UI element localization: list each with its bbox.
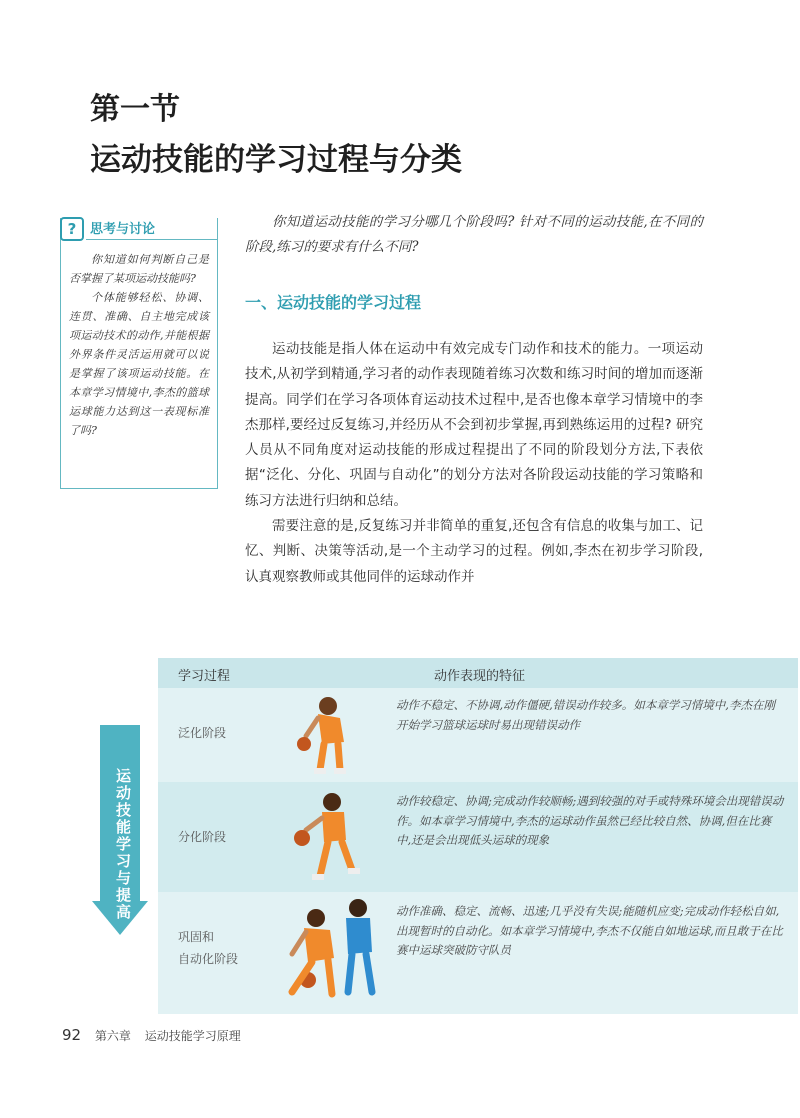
table-row bbox=[158, 688, 798, 782]
body-paragraph-1: 运动技能是指人体在运动中有效完成专门动作和技术的能力。一项运动技术,从初学到精通,学习者的动作表现随着练习次数和练习时间的增加而逐渐提高。同学们在学习各项体育运动技术过程中,是否也像本章学习情境中的李杰那样,要经过反复练习,并经历从不会到初步掌握,再到熟练运用的过程? 研究人员从不同角度对运动技能的形成过程提出了不同的阶段划分方法,下表依据“泛化、分化、巩固与自动化”的划分方法对各阶段运动技能的学习策略和练习方法进行归纳和总结。 bbox=[245, 341, 703, 509]
stage-name bbox=[178, 926, 238, 970]
stage-name-line-1: 巩固和 bbox=[178, 930, 215, 944]
body-text bbox=[245, 337, 703, 590]
arrow-label: 运动技能学习与提高 bbox=[114, 768, 132, 921]
stage-description: 动作较稳定、协调;完成动作较顺畅;遇到较强的对手或特殊环境会出现错误动作。如本章学习情境中,李杰的运球动作虽然已经比较自然、协调,但在比赛中,还是会出现低头运球的现象 bbox=[396, 794, 784, 847]
question-icon: ? bbox=[60, 217, 84, 241]
header-rule bbox=[86, 239, 218, 240]
table-row bbox=[158, 892, 798, 1014]
players-illustration bbox=[278, 896, 388, 1006]
stage-name-line-2: 自动化阶段 bbox=[178, 952, 239, 966]
chapter-title: 运动技能学习原理 bbox=[144, 1029, 241, 1043]
header-stage: 学习过程 bbox=[178, 669, 231, 684]
page-number: 92 bbox=[62, 1026, 82, 1044]
think-discuss-title: 思考与讨论 bbox=[90, 222, 156, 237]
chapter-label: 第六章 bbox=[94, 1029, 131, 1043]
stage-name: 分化阶段 bbox=[178, 830, 227, 844]
stage-description: 动作准确、稳定、流畅、迅速;几乎没有失误;能随机应变;完成动作轻松自如,出现暂时的自动化。如本章学习情境中,李杰不仅能自如地运球,而且敢于在比赛中运球突破防守队员 bbox=[396, 904, 783, 957]
page-title: 运动技能的学习过程与分类 bbox=[90, 142, 462, 178]
table-row bbox=[158, 782, 798, 892]
intro-paragraph bbox=[245, 210, 703, 260]
sidebar-question: 你知道如何判断自己是否掌握了某项运动技能吗? bbox=[69, 253, 209, 285]
body-paragraph-2: 需要注意的是,反复练习并非简单的重复,还包含有信息的收集与加工、记忆、判断、决策等活动,是一个主动学习的过程。例如,李杰在初步学习阶段,认真观察教师或其他同伴的运球动作并 bbox=[245, 518, 703, 585]
intro-text: 你知道运动技能的学习分哪几个阶段吗? 针对不同的运动技能,在不同的阶段,练习的要求有什么不同? bbox=[245, 214, 703, 255]
header-features: 动作表现的特征 bbox=[434, 669, 526, 684]
section-number: 第一节 bbox=[90, 92, 180, 127]
table-header bbox=[158, 658, 798, 688]
stage-name: 泛化阶段 bbox=[178, 726, 227, 740]
section-heading: 一、运动技能的学习过程 bbox=[245, 293, 422, 312]
learning-stages-table bbox=[158, 658, 798, 1014]
stage-description: 动作不稳定、不协调,动作僵硬,错误动作较多。如本章学习情境中,李杰在刚开始学习篮球运球时易出现错误动作 bbox=[396, 698, 775, 732]
sidebar-answer: 个体能够轻松、协调、连贯、准确、自主地完成该项运动技术的动作,并能根据外界条件灵活运用就可以说是掌握了该项运动技能。在本章学习情境中,李杰的篮球运球能力达到这一表现标准了吗? bbox=[69, 291, 209, 437]
think-discuss-body bbox=[69, 250, 209, 440]
player-illustration bbox=[290, 788, 370, 888]
think-discuss-header bbox=[60, 217, 218, 241]
think-discuss-box bbox=[60, 218, 218, 489]
player-illustration bbox=[288, 692, 368, 778]
page-footer bbox=[62, 1026, 251, 1044]
